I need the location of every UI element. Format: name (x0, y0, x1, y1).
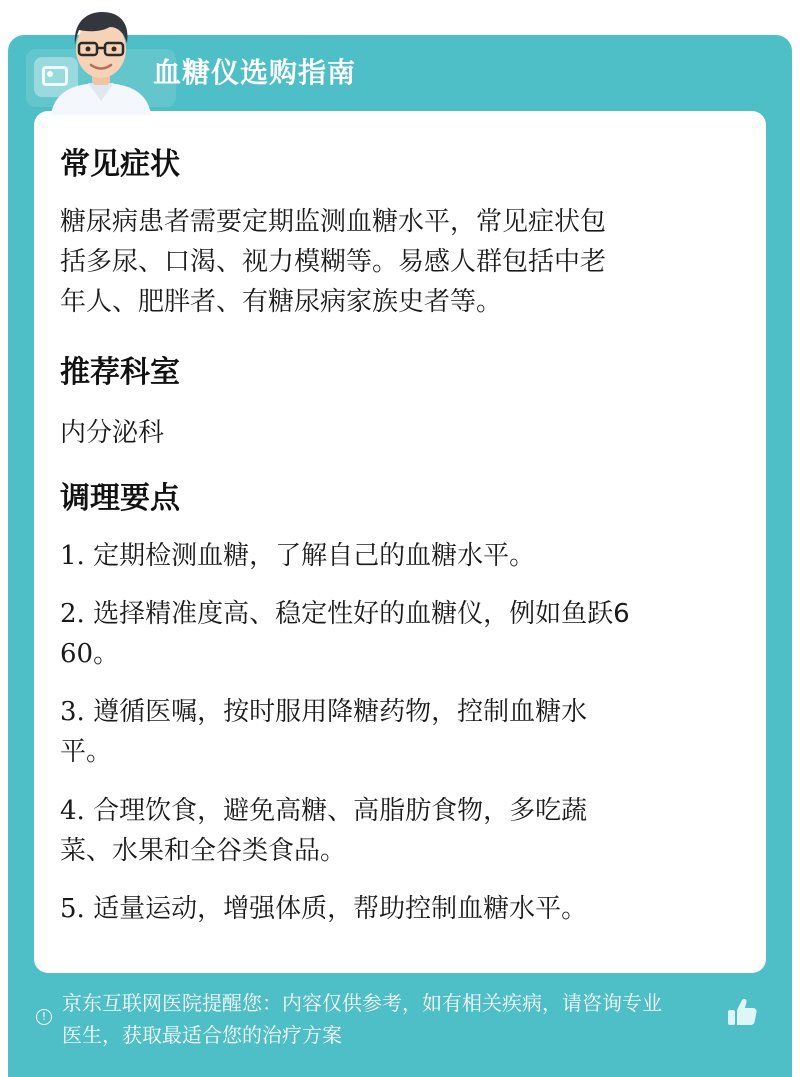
symptoms-text-line-2: 括多尿、口渴、视力模糊等。易感人群包括中老 (60, 247, 607, 277)
guide-frame (8, 35, 792, 1077)
disclaimer-line-1: 京东互联网医院提醒您：内容仅供参考，如有相关疾病，请咨询专业 (62, 991, 662, 1015)
care-list-item: 1. 定期检测血糖，了解自己的血糖水平。 (60, 541, 536, 571)
care-list-item-continued: 菜、水果和全谷类食品。 (60, 836, 347, 866)
department-text: 内分泌科 (60, 418, 165, 448)
thumbs-up-icon[interactable] (724, 995, 760, 1031)
care-list-item: 2. 选择精准度高、稳定性好的血糖仪，例如鱼跃6 (60, 599, 630, 629)
care-list-item: 3. 遵循医嘱，按时服用降糖药物，控制血糖水 (60, 697, 588, 727)
care-list-item: 4. 合理饮食，避免高糖、高脂肪食物，多吃蔬 (60, 796, 588, 826)
page-title: 血糖仪选购指南 (153, 56, 357, 89)
disclaimer-line-2: 医生，获取最适合您的治疗方案 (62, 1023, 342, 1047)
section-title-department: 推荐科室 (60, 355, 180, 390)
care-list-item-continued: 平。 (60, 737, 113, 767)
care-list-item: 5. 适量运动，增强体质，帮助控制血糖水平。 (60, 894, 588, 924)
info-icon: ! (36, 1009, 52, 1025)
content-card (34, 111, 766, 973)
doctor-avatar-icon (46, 5, 156, 115)
disclaimer-text (62, 987, 732, 1051)
symptoms-text-line-1: 糖尿病患者需要定期监测血糖水平，常见症状包 (60, 207, 607, 237)
section-title-symptoms: 常见症状 (60, 147, 180, 182)
symptoms-text-line-3: 年人、肥胖者、有糖尿病家族史者等。 (60, 287, 503, 317)
section-title-care: 调理要点 (60, 481, 180, 516)
care-list-item-continued: 60。 (60, 639, 120, 669)
